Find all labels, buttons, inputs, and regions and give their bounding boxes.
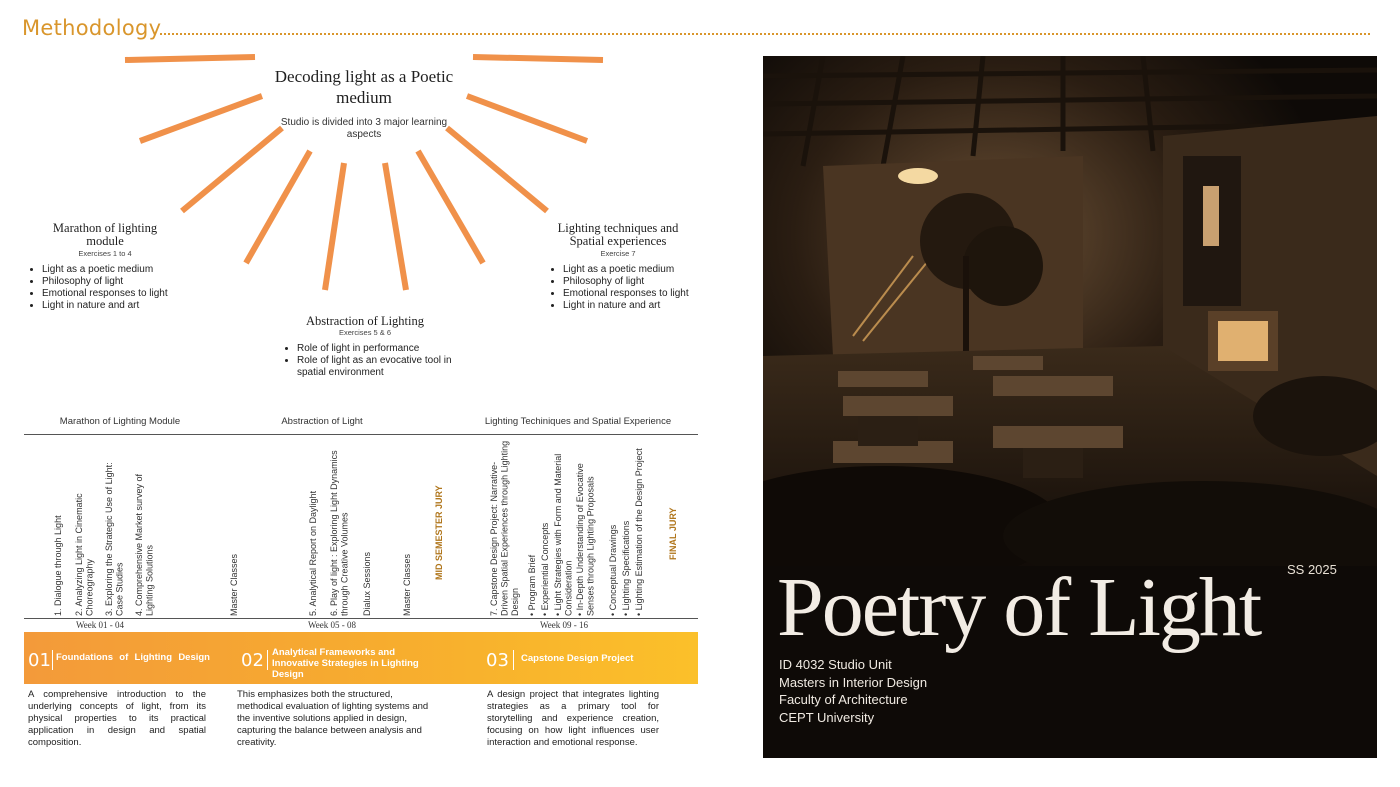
list-item: • Role of light as an evocative tool in spatial environment <box>297 355 453 379</box>
center-subtitle: Studio is divided into 3 major learning aspects <box>280 117 448 140</box>
poster-line: CEPT University <box>779 709 875 725</box>
ray <box>467 96 587 141</box>
aspect-title-abstraction: Abstraction of Lighting <box>305 314 425 328</box>
timeline-item: 1. Dialogue through Light <box>53 515 63 616</box>
phase-number: 02 <box>241 650 264 671</box>
timeline-item: Master Classes <box>229 553 239 616</box>
phase-band <box>24 632 698 684</box>
list-item: • In-Depth Understanding of Evocative Senses through Lighting Proposals <box>575 463 596 616</box>
phase-separator <box>52 650 53 670</box>
mid-semester-jury: MID SEMESTER JURY <box>434 485 444 580</box>
aspect-exercises: Exercises 5 & 6 <box>338 328 392 337</box>
timeline-item: 6. Play of light : Exploring Light Dynamics through Creative Volumes <box>329 450 350 616</box>
poster-line: ID 4032 Studio Unit <box>779 657 892 672</box>
poster-year: SS 2025 <box>1287 562 1337 577</box>
ray <box>140 96 262 141</box>
list-item: • Light in nature and art <box>563 300 699 312</box>
poster-title: Poetry of Light <box>777 561 1261 654</box>
aspect-title-techniques: Lighting techniques and Spatial experiences <box>557 221 679 248</box>
list-item: • Light as a poetic medium <box>563 264 699 276</box>
center-title: Decoding light as a Poetic medium <box>274 67 454 107</box>
week-range: Week 05 - 08 <box>308 620 357 630</box>
aspect-bullets <box>549 264 699 312</box>
list-item: • Emotional responses to light <box>42 288 228 300</box>
timeline-column-heading: Lighting Techiniques and Spatial Experience <box>484 416 672 427</box>
ray <box>246 151 310 263</box>
list-item: • Program Brief <box>527 554 537 616</box>
aspect-exercises: Exercise 7 <box>600 249 636 258</box>
ray <box>447 128 547 211</box>
timeline-item: 3. Exploring the Strategic Use of Light: Case Studies <box>104 462 125 616</box>
ray <box>325 163 344 290</box>
week-range: Week 01 - 04 <box>76 620 125 630</box>
poster-panel <box>763 56 1377 758</box>
ray <box>473 57 603 60</box>
aspect-title-marathon: Marathon of lighting module <box>52 221 158 248</box>
timeline-header-rule <box>24 434 698 435</box>
timeline-column-heading: Marathon of Lighting Module <box>59 416 181 427</box>
phase-separator <box>267 650 268 670</box>
ray <box>385 163 406 290</box>
timeline-week-rule <box>24 618 698 619</box>
aspect-exercises: Exercises 1 to 4 <box>78 249 132 258</box>
timeline-item: 7. Capstone Design Project: Narrative-Driven Spatial Experiences through Lighting Design <box>489 440 520 616</box>
phase-description: A design project that integrates lighting strategies as a primary tool for storytelling and experience creation, focusing on how light influences user interaction and emotional response. <box>487 689 659 748</box>
list-item: • Light in nature and art <box>42 300 228 312</box>
list-item: • Philosophy of light <box>563 276 699 288</box>
phase-description: A comprehensive introduction to the underlying concepts of light, from its physical properties to its practical application in design and spatial composition. <box>28 689 206 748</box>
phase-number: 03 <box>486 650 509 671</box>
phase-number: 01 <box>28 650 51 671</box>
list-item: • Experiential Concepts <box>540 522 550 616</box>
poster-line: Masters in Interior Design <box>779 674 928 690</box>
phase-separator <box>513 650 514 670</box>
aspect-bullets <box>283 343 453 379</box>
courtyard-night-scene-image <box>763 56 1377 566</box>
phase-label: Foundations of Lighting Design <box>56 652 210 663</box>
poster-info <box>779 656 927 726</box>
phase-label: Analytical Frameworks and Innovative Strategies in Lighting Design <box>272 647 419 680</box>
capstone-sub-list <box>527 440 657 616</box>
timeline-column-heading: Abstraction of Light <box>281 416 363 427</box>
list-item: • Light Strategies with Form and Material Consideration <box>553 453 574 616</box>
aspect-bullets <box>28 264 228 312</box>
timeline-item: 4. Comprehensive Market survey of Lighting Solutions <box>134 473 155 616</box>
timeline-item: 5. Analytical Report on Daylight <box>308 490 318 616</box>
list-item: • Light as a poetic medium <box>42 264 228 276</box>
list-item: • Lighting Estimation of the Design Project <box>634 448 644 616</box>
list-item: • Role of light in performance <box>297 343 453 355</box>
page-title: Methodology <box>22 16 162 40</box>
list-item: • Conceptual Drawings <box>608 524 618 616</box>
ray <box>125 57 255 60</box>
list-item: • Philosophy of light <box>42 276 228 288</box>
poster-line: Faculty of Architecture <box>779 692 908 707</box>
ray <box>418 151 483 263</box>
phase-description: This emphasizes both the structured, methodical evaluation of lighting systems and the inventive solutions applied in design, capturing the balance between analysis and creativity. <box>237 689 429 748</box>
timeline-item: 2. Analyzing Light in Cinematic Choreography <box>74 493 95 616</box>
list-item: • Emotional responses to light <box>563 288 699 300</box>
final-jury: FINAL JURY <box>668 507 678 560</box>
list-item: • Lighting Specifications <box>621 520 631 616</box>
ray <box>182 128 282 211</box>
timeline-item: Dialux Sessions <box>362 551 372 616</box>
week-range: Week 09 - 16 <box>540 620 589 630</box>
phase-label: Capstone Design Project <box>521 653 634 664</box>
timeline-item: Master Classes <box>402 553 412 616</box>
